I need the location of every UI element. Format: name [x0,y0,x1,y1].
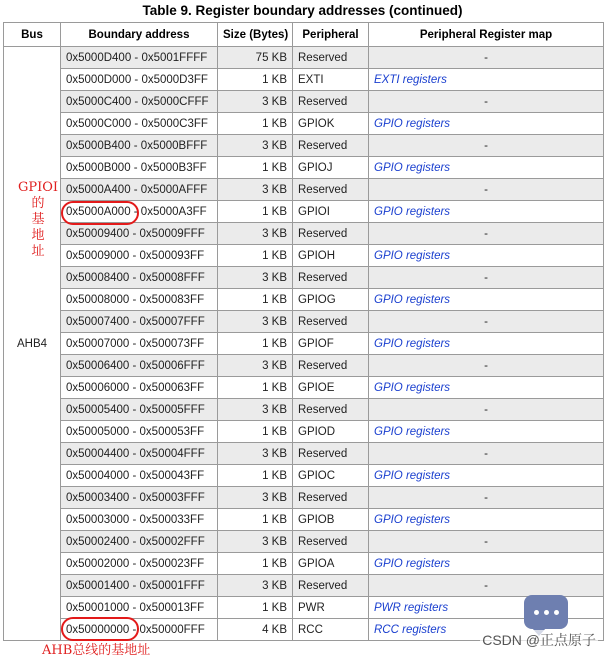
register-map-link[interactable]: PWR registers [374,601,449,614]
register-map-cell: - [369,47,604,69]
boundary-address-cell: 0x50000000 - 0x50000FFF [61,619,218,641]
size-cell: 1 KB [218,157,293,179]
size-cell: 1 KB [218,421,293,443]
register-map-cell [369,157,604,179]
note-line: 地 [31,228,45,243]
peripheral-cell: PWR [293,597,369,619]
boundary-address-cell: 0x5000B400 - 0x5000BFFF [61,135,218,157]
size-cell: 3 KB [218,575,293,597]
register-map-cell [369,377,604,399]
table-row [4,267,604,289]
size-cell: 3 KB [218,135,293,157]
table-row [4,597,604,619]
boundary-address-cell: 0x5000A400 - 0x5000AFFF [61,179,218,201]
peripheral-cell: Reserved [293,355,369,377]
table-row [4,113,604,135]
boundary-address-cell: 0x5000D400 - 0x5001FFFF [61,47,218,69]
size-cell: 3 KB [218,355,293,377]
peripheral-cell: Reserved [293,311,369,333]
size-cell: 1 KB [218,201,293,223]
table-row [4,421,604,443]
peripheral-cell: Reserved [293,91,369,113]
peripheral-cell: Reserved [293,267,369,289]
size-cell: 1 KB [218,113,293,135]
peripheral-cell: GPIOA [293,553,369,575]
peripheral-cell: Reserved [293,443,369,465]
table-row [4,223,604,245]
peripheral-cell: GPIOI [293,201,369,223]
size-cell: 1 KB [218,465,293,487]
size-cell: 1 KB [218,377,293,399]
register-map-link[interactable]: GPIO registers [374,513,451,526]
chat-bubble-icon[interactable] [524,595,568,629]
size-cell: 3 KB [218,267,293,289]
peripheral-cell: Reserved [293,399,369,421]
header-register-map: Peripheral Register map [369,23,604,47]
peripheral-cell: Reserved [293,179,369,201]
boundary-address-cell: 0x5000B000 - 0x5000B3FF [61,157,218,179]
register-map-cell: - [369,135,604,157]
boundary-address-cell: 0x50001000 - 0x500013FF [61,597,218,619]
register-map-cell [369,421,604,443]
table-title: Table 9. Register boundary addresses (continued) [142,3,463,18]
register-map-link[interactable]: GPIO registers [374,557,451,570]
register-map-cell: - [369,399,604,421]
table-row [4,553,604,575]
size-cell: 3 KB [218,311,293,333]
boundary-address-cell: 0x50004400 - 0x50004FFF [61,443,218,465]
csdn-watermark: CSDN @正点原子 [482,632,596,648]
register-map-cell [369,553,604,575]
table-row [4,355,604,377]
table-row [4,575,604,597]
bus-cell: AHB4 [4,47,61,641]
peripheral-cell: Reserved [293,531,369,553]
table-row [4,157,604,179]
register-map-link[interactable]: RCC registers [374,623,447,636]
boundary-address-cell: 0x5000D000 - 0x5000D3FF [61,69,218,91]
register-map-link[interactable]: GPIO registers [374,337,451,350]
peripheral-cell: GPIOD [293,421,369,443]
boundary-address-cell: 0x50007000 - 0x500073FF [61,333,218,355]
register-map-cell: - [369,487,604,509]
peripheral-cell: GPIOH [293,245,369,267]
peripheral-cell: Reserved [293,575,369,597]
register-map-link[interactable]: EXTI registers [374,73,447,86]
table-row [4,443,604,465]
size-cell: 3 KB [218,223,293,245]
boundary-address-cell: 0x50009400 - 0x50009FFF [61,223,218,245]
register-map-cell: - [369,311,604,333]
boundary-address-cell: 0x50008400 - 0x50008FFF [61,267,218,289]
register-map-cell [369,113,604,135]
register-map-link[interactable]: GPIO registers [374,205,451,218]
boundary-address-cell: 0x5000C000 - 0x5000C3FF [61,113,218,135]
table-row [4,333,604,355]
size-cell: 3 KB [218,399,293,421]
size-cell: 1 KB [218,553,293,575]
boundary-address-cell: 0x50004000 - 0x500043FF [61,465,218,487]
note-line: 基 [31,212,45,227]
register-map-cell: - [369,355,604,377]
boundary-address-cell: 0x5000A000 - 0x5000A3FF [61,201,218,223]
size-cell: 1 KB [218,333,293,355]
table-row [4,245,604,267]
register-map-cell: - [369,267,604,289]
table-row [4,201,604,223]
size-cell: 1 KB [218,597,293,619]
header-size: Size (Bytes) [218,23,293,47]
register-map-link[interactable]: GPIO registers [374,249,451,262]
register-map-link[interactable]: GPIO registers [374,425,451,438]
register-map-cell [369,69,604,91]
peripheral-cell: GPIOB [293,509,369,531]
table-row [4,377,604,399]
table-row [4,311,604,333]
table-row [4,135,604,157]
peripheral-cell: GPIOF [293,333,369,355]
note-line: 址 [31,244,45,259]
table-row [4,465,604,487]
peripheral-cell: GPIOG [293,289,369,311]
boundary-address-cell: 0x50005400 - 0x50005FFF [61,399,218,421]
boundary-address-cell: 0x5000C400 - 0x5000CFFF [61,91,218,113]
register-map-cell: - [369,223,604,245]
register-map-cell [369,333,604,355]
register-map-link[interactable]: GPIO registers [374,293,451,306]
boundary-address-cell: 0x50003000 - 0x500033FF [61,509,218,531]
table-row [4,179,604,201]
size-cell: 1 KB [218,245,293,267]
register-map-cell [369,201,604,223]
peripheral-cell: GPIOC [293,465,369,487]
register-map-cell [369,509,604,531]
size-cell: 3 KB [218,443,293,465]
table-row [4,509,604,531]
boundary-address-cell: 0x50006400 - 0x50006FFF [61,355,218,377]
size-cell: 3 KB [218,531,293,553]
size-cell: 3 KB [218,91,293,113]
register-map-cell: - [369,575,604,597]
header-peripheral: Peripheral [293,23,369,47]
boundary-address-cell: 0x50002400 - 0x50002FFF [61,531,218,553]
peripheral-cell: GPIOK [293,113,369,135]
table-header-row [4,23,604,47]
register-map-link[interactable]: GPIO registers [374,381,451,394]
peripheral-cell: Reserved [293,223,369,245]
register-map-cell: - [369,531,604,553]
header-boundary-address: Boundary address [61,23,218,47]
register-map-link[interactable]: GPIO registers [374,117,451,130]
size-cell: 3 KB [218,179,293,201]
register-map-cell [369,465,604,487]
ahb-base-address-note: AHB总线的基地址 [42,643,151,658]
note-line: GPIOI [17,180,59,195]
boundary-address-cell: 0x50007400 - 0x50007FFF [61,311,218,333]
peripheral-cell: Reserved [293,47,369,69]
register-boundary-table [3,22,604,641]
register-map-cell [369,597,604,619]
register-map-cell: - [369,179,604,201]
register-map-cell: - [369,91,604,113]
table-row [4,289,604,311]
register-map-cell [369,245,604,267]
size-cell: 75 KB [218,47,293,69]
boundary-address-cell: 0x50009000 - 0x500093FF [61,245,218,267]
boundary-address-cell: 0x50001400 - 0x50001FFF [61,575,218,597]
boundary-address-cell: 0x50008000 - 0x500083FF [61,289,218,311]
peripheral-cell: Reserved [293,487,369,509]
boundary-address-cell: 0x50005000 - 0x500053FF [61,421,218,443]
register-map-link[interactable]: GPIO registers [374,469,451,482]
header-bus: Bus [4,23,61,47]
table-row [4,69,604,91]
table-row [4,487,604,509]
peripheral-cell: EXTI [293,69,369,91]
peripheral-cell: GPIOE [293,377,369,399]
size-cell: 1 KB [218,69,293,91]
gpioi-base-address-note [16,180,60,260]
note-line: 的 [31,196,45,211]
peripheral-cell: Reserved [293,135,369,157]
register-map-cell [369,289,604,311]
boundary-address-cell: 0x50003400 - 0x50003FFF [61,487,218,509]
table-row [4,399,604,421]
table-row [4,531,604,553]
peripheral-cell: GPIOJ [293,157,369,179]
size-cell: 3 KB [218,487,293,509]
boundary-address-cell: 0x50006000 - 0x500063FF [61,377,218,399]
size-cell: 1 KB [218,289,293,311]
size-cell: 4 KB [218,619,293,641]
register-map-link[interactable]: GPIO registers [374,161,451,174]
table-row [4,91,604,113]
boundary-address-cell: 0x50002000 - 0x500023FF [61,553,218,575]
size-cell: 1 KB [218,509,293,531]
table-row [4,47,604,69]
peripheral-cell: RCC [293,619,369,641]
register-map-cell: - [369,443,604,465]
